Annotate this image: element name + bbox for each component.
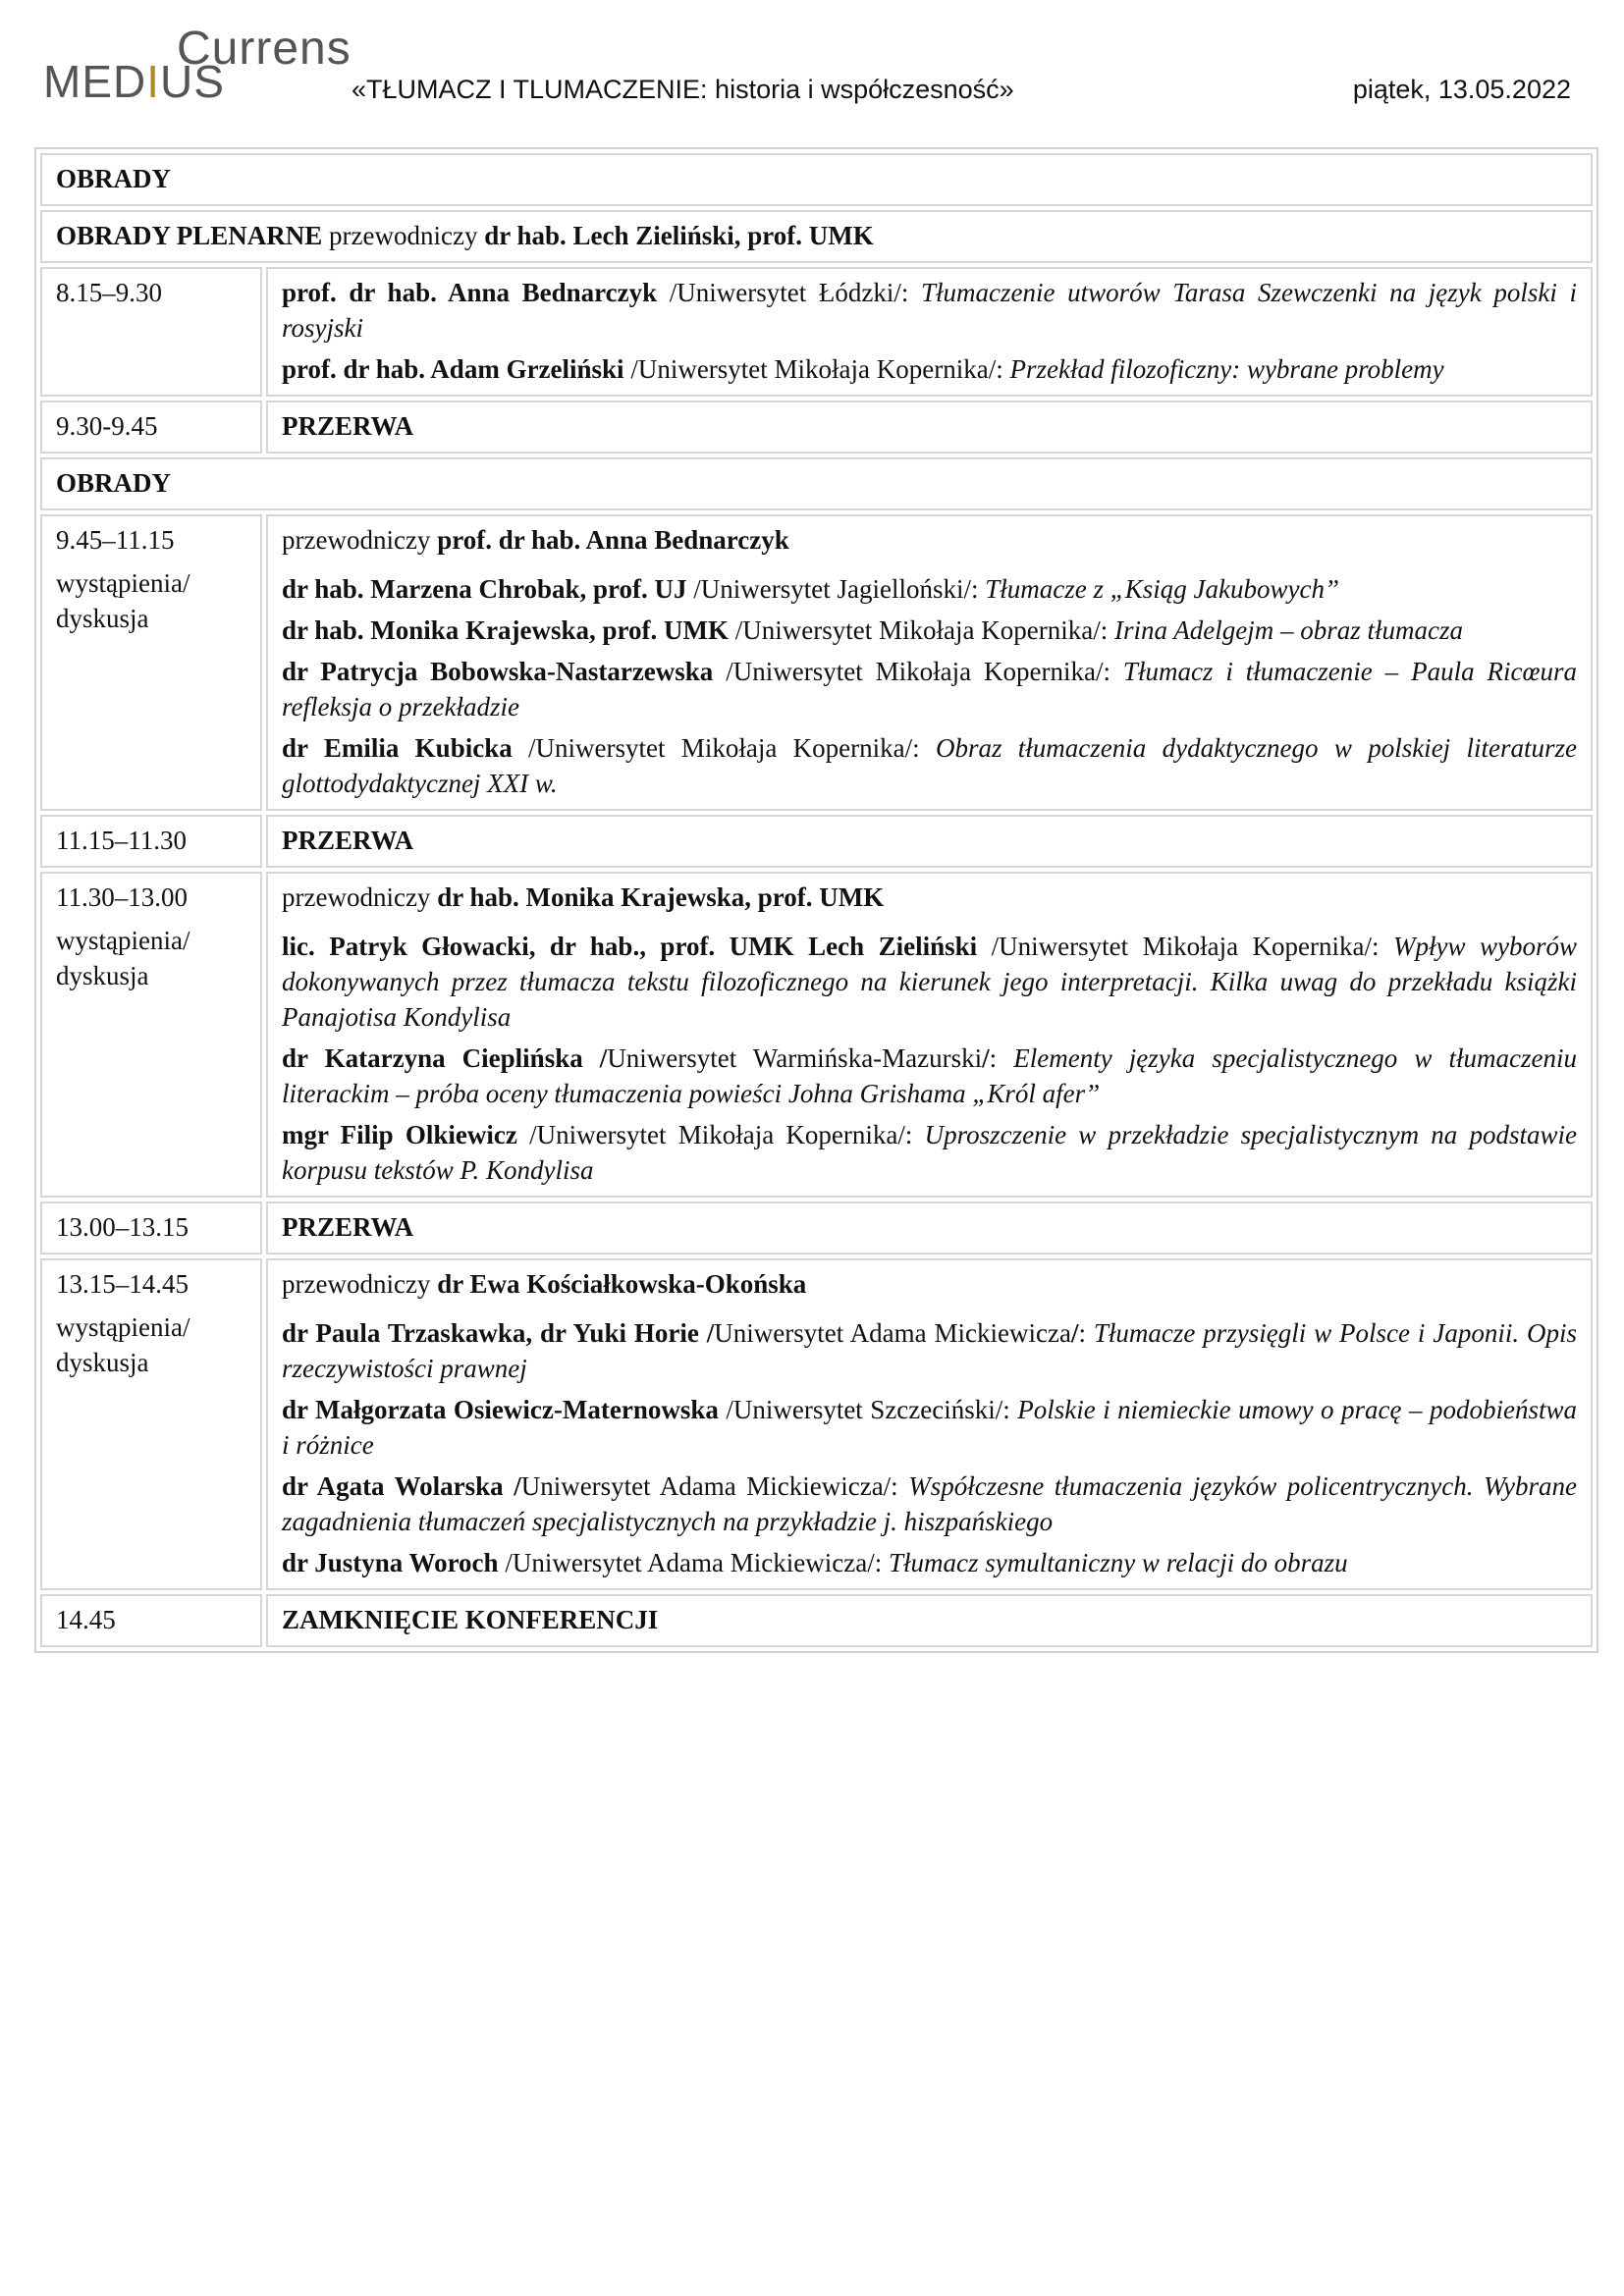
talks-cell	[266, 872, 1593, 1198]
talk-title: Współczesne tłumaczenia języków policentrycznych. Wybrane zagadnienia tłumaczeń specjalistycznych na przykładzie j. hiszpańskiego	[282, 1471, 1578, 1536]
plenary-row	[40, 210, 1593, 263]
talk-affiliation: Uniwersytet Warmińska-Mazurski	[607, 1043, 983, 1073]
logo-text-currens: Currens	[177, 23, 352, 75]
talk-title: Polskie i niemieckie umowy o pracę – podobieństwa i różnice	[282, 1395, 1577, 1460]
talk-author: prof. dr hab. Adam Grzeliński	[282, 354, 624, 384]
talk-entry	[282, 654, 1577, 724]
talk-entry	[282, 1117, 1577, 1188]
talk-affiliation: Uniwersytet Adama Mickiewicza	[714, 1318, 1071, 1348]
talk-entry	[282, 1315, 1577, 1386]
logo-text-us: US	[160, 56, 225, 107]
talk-author: dr Agata Wolarska /	[282, 1471, 521, 1501]
session-row	[40, 267, 1593, 397]
talk-affiliation: Uniwersytet Adama Mickiewicza/:	[520, 1471, 909, 1501]
section-title: OBRADY	[40, 153, 1593, 206]
talk-author: dr hab. Monika Krajewska, prof. UMK	[282, 615, 730, 645]
talks-cell	[266, 1258, 1593, 1590]
talk-affiliation-end: /	[1070, 1318, 1079, 1348]
talk-title: Tłumacze z „Ksiąg Jakubowych”	[985, 574, 1340, 604]
break-label: PRZERWA	[266, 400, 1593, 454]
time-cell: 13.00–13.15	[40, 1201, 262, 1255]
plenary-label: OBRADY PLENARNE	[56, 221, 323, 250]
talk-entry	[282, 1468, 1577, 1539]
talk-entry	[282, 1545, 1577, 1580]
talk-entry	[282, 351, 1577, 387]
conference-date: piątek, 13.05.2022	[1352, 75, 1571, 104]
talks-cell	[266, 514, 1593, 811]
session-type-line2: dyskusja	[56, 1348, 149, 1377]
section-header-row	[40, 153, 1593, 206]
session-type-line1: wystąpienia/	[56, 568, 190, 598]
talk-title: Wpływ wyborów dokonywanych przez tłumacza tekstu filozoficznego na kierunek jego interpretacji. Kilka uwag do przekładu książki Panajotisa Kondylisa	[282, 932, 1577, 1032]
section-title: OBRADY	[40, 457, 1593, 510]
time-range: 9.45–11.15	[56, 525, 175, 555]
session-type-line1: wystąpienia/	[56, 1312, 190, 1342]
talk-entry	[282, 730, 1577, 801]
time-cell	[40, 872, 262, 1198]
talk-title: Tłumacz symultaniczny w relacji do obrazu	[888, 1548, 1348, 1577]
talk-title: Irina Adelgejm – obraz tłumacza	[1113, 615, 1463, 645]
talk-title: Tłumacze przysięgli w Polsce i Japonii. Opis rzeczywistości prawnej	[282, 1318, 1577, 1383]
time-cell	[40, 514, 262, 811]
session-type-line1: wystąpienia/	[56, 926, 190, 955]
break-row	[40, 815, 1593, 868]
talk-affiliation: /Uniwersytet Jagielloński/:	[686, 574, 986, 604]
talk-author: lic. Patryk Głowacki, dr hab., prof. UMK Lech Zieliński	[282, 932, 978, 961]
talk-author: dr Katarzyna Cieplińska /	[282, 1043, 608, 1073]
talk-author: prof. dr hab. Anna Bednarczyk	[282, 278, 658, 307]
chair-word: przewodniczy	[322, 221, 485, 250]
session-row	[40, 872, 1593, 1198]
talk-entry	[282, 571, 1577, 607]
talk-affiliation: /Uniwersytet Mikołaja Kopernika/:	[516, 1120, 925, 1149]
plenary-cell	[40, 210, 1593, 263]
talk-author: dr Paula Trzaskawka, dr Yuki Horie /	[282, 1318, 715, 1348]
logo-tower-letter: I	[146, 56, 161, 107]
time-range: 13.15–14.45	[56, 1269, 189, 1299]
talk-affiliation: /Uniwersytet Mikołaja Kopernika/:	[512, 733, 936, 763]
medius-currens-logo	[43, 22, 357, 107]
talk-affiliation: /Uniwersytet Mikołaja Kopernika/:	[623, 354, 1010, 384]
talk-entry	[282, 1392, 1577, 1463]
talk-title: Obraz tłumaczenia dydaktycznego w polskiej literaturze glottodydaktycznej XXI w.	[282, 733, 1577, 798]
time-range: 11.30–13.00	[56, 882, 188, 912]
talks-cell	[266, 267, 1593, 397]
talk-entry	[282, 613, 1577, 648]
talk-title: Tłumaczenie utworów Tarasa Szewczenki na język polski i rosyjski	[282, 278, 1577, 343]
time-cell	[40, 1258, 262, 1590]
session-chair	[282, 880, 1577, 915]
talk-author: dr Patrycja Bobowska-Nastarzewska	[282, 657, 714, 686]
break-row	[40, 400, 1593, 454]
time-cell: 9.30-9.45	[40, 400, 262, 454]
talk-affiliation: /Uniwersytet Mikołaja Kopernika/:	[977, 932, 1393, 961]
talk-entry	[282, 929, 1577, 1035]
talk-affiliation: /Uniwersytet Łódzki/:	[657, 278, 922, 307]
session-row	[40, 514, 1593, 811]
session-chair	[282, 1266, 1577, 1302]
talk-author: dr Justyna Woroch	[282, 1548, 499, 1577]
chair-name: dr hab. Monika Krajewska, prof. UMK	[437, 882, 885, 912]
talk-title: Przekład filozoficzny: wybrane problemy	[1009, 354, 1444, 384]
chair-name: dr hab. Lech Zieliński, prof. UMK	[484, 221, 874, 250]
time-cell: 14.45	[40, 1594, 262, 1647]
session-chair	[282, 522, 1577, 558]
break-label: PRZERWA	[266, 815, 1593, 868]
logo-text-medius	[43, 55, 225, 108]
talk-title: Elementy języka specjalistycznego w tłumaczeniu literackim – próba oceny tłumaczenia powieści Johna Grishama „Król afer”	[282, 1043, 1577, 1108]
talk-affiliation: /Uniwersytet Mikołaja Kopernika/:	[713, 657, 1123, 686]
talk-title: Tłumacz i tłumaczenie – Paula Ricœura refleksja o przekładzie	[282, 657, 1577, 721]
talk-affiliation-end: /	[982, 1043, 990, 1073]
session-type-line2: dyskusja	[56, 961, 149, 990]
talk-colon: :	[1078, 1318, 1094, 1348]
break-row	[40, 1201, 1593, 1255]
chair-name: dr Ewa Kościałkowska-Okońska	[437, 1269, 807, 1299]
page-header	[0, 0, 1624, 128]
talk-author: mgr Filip Olkiewicz	[282, 1120, 517, 1149]
session-row	[40, 1258, 1593, 1590]
schedule-table	[34, 147, 1598, 1653]
talk-title: Uproszczenie w przekładzie specjalistycznym na podstawie korpusu tekstów P. Kondylisa	[282, 1120, 1577, 1185]
conference-title: «TŁUMACZ I TLUMACZENIE: historia i współczesność»	[352, 75, 1014, 104]
section-header-row	[40, 457, 1593, 510]
talk-affiliation: /Uniwersytet Szczeciński/:	[718, 1395, 1018, 1424]
closing-row	[40, 1594, 1593, 1647]
break-label: PRZERWA	[266, 1201, 1593, 1255]
talk-affiliation: /Uniwersytet Mikołaja Kopernika/:	[729, 615, 1114, 645]
talk-affiliation: /Uniwersytet Adama Mickiewicza/:	[498, 1548, 889, 1577]
talk-entry	[282, 275, 1577, 346]
chair-word: przewodniczy	[282, 525, 438, 555]
chair-word: przewodniczy	[282, 882, 438, 912]
time-cell: 8.15–9.30	[40, 267, 262, 397]
talk-author: dr Małgorzata Osiewicz-Maternowska	[282, 1395, 719, 1424]
chair-word: przewodniczy	[282, 1269, 438, 1299]
talk-colon: :	[989, 1043, 1014, 1073]
logo-text-med: MED	[43, 56, 147, 107]
talk-author: dr hab. Marzena Chrobak, prof. UJ	[282, 574, 687, 604]
closing-label: ZAMKNIĘCIE KONFERENCJI	[266, 1594, 1593, 1647]
talk-author: dr Emilia Kubicka	[282, 733, 513, 763]
session-type-line2: dyskusja	[56, 604, 149, 633]
chair-name: prof. dr hab. Anna Bednarczyk	[437, 525, 789, 555]
talk-entry	[282, 1041, 1577, 1111]
time-cell: 11.15–11.30	[40, 815, 262, 868]
